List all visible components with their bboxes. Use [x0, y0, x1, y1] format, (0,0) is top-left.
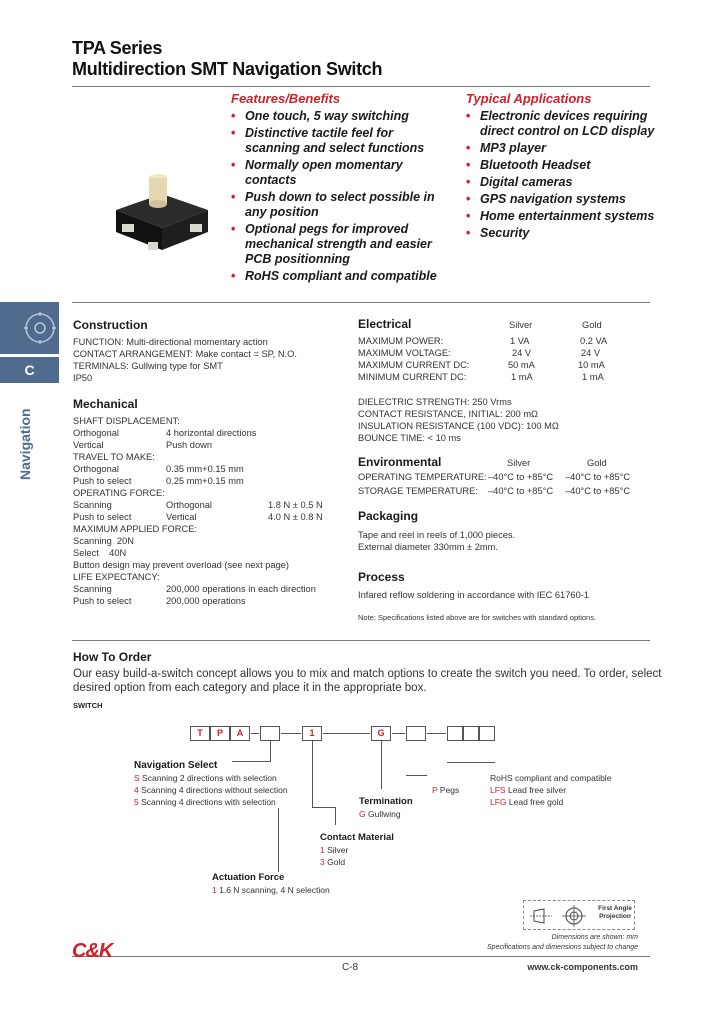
spec-line: Tape and reel in reels of 1,000 pieces.	[358, 530, 516, 540]
process-heading: Process	[358, 570, 405, 584]
spec-value: 0.35 mm+0.15 mm	[166, 464, 244, 474]
spec-line: Infared reflow soldering in accordance with IEC 61760-1	[358, 590, 590, 600]
environmental-heading: Environmental	[358, 455, 442, 469]
option-label: Scanning 2 directions with selection	[142, 773, 277, 783]
contact-option	[320, 845, 348, 855]
code-box: T	[190, 726, 210, 741]
section-rule	[72, 640, 650, 641]
construction-line: CONTACT ARRANGEMENT: Make contact = SP, N.O.	[73, 349, 297, 359]
spec-value: 1.8 N ± 0.5 N	[268, 500, 323, 510]
feature-item: • Push down to select possible in any position	[231, 190, 446, 220]
spec-label: MAXIMUM POWER:	[358, 336, 444, 346]
spec-label: MAXIMUM VOLTAGE:	[358, 348, 451, 358]
connector-line	[447, 762, 495, 763]
pegs-option	[432, 785, 459, 795]
spec-label: Scanning	[73, 584, 112, 594]
connector-line	[335, 807, 336, 825]
first-angle-projection-icon	[530, 903, 590, 929]
option-code: LFS	[490, 785, 506, 795]
rohs-option	[490, 797, 563, 807]
navigation-side-label: Navigation	[17, 408, 33, 480]
spec-value: 4.0 N ± 0.8 N	[268, 512, 323, 522]
feature-item: • Optional pegs for improved mechanical strength and easier PCB positionning	[231, 222, 446, 267]
max-force-label: MAXIMUM APPLIED FORCE:	[73, 524, 197, 534]
option-code: G	[359, 809, 366, 819]
spec-label: STORAGE TEMPERATURE:	[358, 486, 478, 496]
feature-item: • Distinctive tactile feel for scanning and select functions	[231, 126, 446, 156]
code-box: P	[210, 726, 230, 741]
contact-heading: Contact Material	[320, 832, 394, 843]
life-label: LIFE EXPECTANCY:	[73, 572, 160, 582]
product-photo	[108, 150, 216, 260]
application-item: • Security	[466, 226, 656, 241]
spec-value: 0.2 VA	[580, 336, 608, 346]
section-rule	[72, 302, 650, 303]
packaging-heading: Packaging	[358, 509, 419, 523]
option-code: 1	[212, 885, 217, 895]
spec-value: 1 VA	[510, 336, 530, 346]
connector-line	[312, 741, 313, 807]
code-box: A	[230, 726, 250, 741]
feature-item: • Normally open momentary contacts	[231, 158, 446, 188]
column-header: Gold	[582, 320, 602, 330]
spec-label: Push to select	[73, 512, 132, 522]
option-code: 5	[134, 797, 139, 807]
column-header: Silver	[507, 458, 531, 468]
separator-line	[251, 733, 259, 734]
nav-option	[134, 773, 277, 783]
series-title: TPA Series	[72, 38, 163, 58]
construction-lines	[73, 336, 297, 384]
code-box: G	[371, 726, 391, 741]
spec-value: –40°C to +85°C	[488, 486, 554, 496]
switch-label: SWITCH	[73, 701, 103, 710]
nav-option	[134, 785, 288, 795]
option-label: Pegs	[439, 785, 460, 795]
application-item: • MP3 player	[466, 141, 656, 156]
option-code: 4	[134, 785, 139, 795]
spec-value: 24 V	[581, 348, 601, 358]
spec-value: 24 V	[512, 348, 532, 358]
feature-item: • RoHS compliant and compatible	[231, 269, 446, 284]
spec-value: –40°C to +85°C	[488, 472, 554, 482]
option-label: Scanning 4 directions without selection	[141, 785, 288, 795]
specifications-note: Specifications and dimensions subject to change	[487, 944, 638, 951]
nav-option	[134, 797, 276, 807]
application-item: • Home entertainment systems	[466, 209, 656, 224]
code-box-empty	[447, 726, 463, 741]
connector-line	[278, 808, 279, 872]
application-item: • Digital cameras	[466, 175, 656, 190]
product-title: Multidirection SMT Navigation Switch	[72, 59, 383, 79]
spec-label: Vertical	[73, 440, 104, 450]
option-label: Gullwing	[368, 809, 401, 819]
option-code: P	[432, 785, 438, 795]
order-heading: How To Order	[73, 650, 152, 664]
website-url: www.ck-components.com	[527, 962, 638, 972]
projection-label: First Angle Projection	[598, 905, 632, 920]
term-option	[359, 809, 401, 819]
spec-label: Orthogonal	[73, 428, 119, 438]
option-code: 1	[320, 845, 325, 855]
spec-note: Note: Specifications listed above are for switches with standard options.	[358, 613, 597, 622]
projection-box	[523, 900, 635, 930]
code-box-empty	[479, 726, 495, 741]
connector-line	[381, 741, 382, 789]
construction-line: FUNCTION: Multi-directional momentary action	[73, 337, 268, 347]
separator-line	[392, 733, 405, 734]
footer-rule	[72, 956, 650, 957]
connector-line	[232, 761, 271, 762]
order-intro-line: desired option from each category and place it in the appropriate box.	[73, 682, 427, 694]
rohs-option: RoHS compliant and compatible	[490, 773, 612, 783]
feature-item: • One touch, 5 way switching	[231, 109, 446, 124]
features-list	[231, 109, 446, 286]
spec-value: –40°C to +85°C	[565, 486, 631, 496]
page-number: C-8	[342, 962, 359, 973]
spec-line: DIELECTRIC STRENGTH: 250 Vrms	[358, 397, 512, 407]
construction-line: IP50	[73, 373, 93, 383]
spec-line: Scanning 20N	[73, 536, 134, 546]
spec-label: Push to select	[73, 476, 132, 486]
spec-value: 200,000 operations	[166, 596, 246, 606]
order-intro-line: Our easy build-a-switch concept allows you to mix and match options to create the switch you need. To order, select	[73, 668, 662, 680]
application-item: • Bluetooth Headset	[466, 158, 656, 173]
connector-line	[270, 741, 271, 761]
spec-value: 10 mA	[578, 360, 605, 370]
navigation-icon	[0, 302, 59, 354]
construction-line: TERMINALS: Gullwing type for SMT	[73, 361, 223, 371]
option-label: Scanning 4 directions with selection	[141, 797, 276, 807]
connector-line	[312, 807, 336, 808]
spec-line: External diameter 330mm ± 2mm.	[358, 542, 498, 552]
option-label: Gold	[327, 857, 346, 867]
option-code: S	[134, 773, 140, 783]
actuation-heading: Actuation Force	[212, 872, 285, 883]
rohs-option	[490, 785, 566, 795]
spec-label: MINIMUM CURRENT DC:	[358, 372, 467, 382]
spec-label: Orthogonal	[73, 464, 119, 474]
spec-line: CONTACT RESISTANCE, INITIAL: 200 mΩ	[358, 409, 539, 419]
option-code: 3	[320, 857, 325, 867]
connector-line	[406, 775, 427, 776]
actuation-option	[212, 885, 330, 895]
construction-heading: Construction	[73, 318, 148, 332]
mechanical-heading: Mechanical	[73, 397, 138, 411]
spec-value: 1 mA	[511, 372, 533, 382]
code-box: 1	[302, 726, 322, 741]
option-label: Silver	[327, 845, 349, 855]
ck-logo: C&K	[72, 940, 113, 962]
separator-line	[427, 733, 446, 734]
column-header: Gold	[587, 458, 607, 468]
spec-value: –40°C to +85°C	[565, 472, 631, 482]
nav-select-heading: Navigation Select	[134, 760, 218, 771]
termination-heading: Termination	[359, 796, 413, 807]
separator-line	[323, 733, 370, 734]
option-label: Lead free gold	[508, 797, 564, 807]
header-rule	[72, 86, 650, 87]
spec-value: 0.25 mm+0.15 mm	[166, 476, 244, 486]
spec-value: Push down	[166, 440, 212, 450]
spec-value: 4 horizontal directions	[166, 428, 257, 438]
applications-heading: Typical Applications	[466, 91, 592, 106]
separator-line	[281, 733, 301, 734]
spec-label: OPERATING TEMPERATURE:	[358, 472, 487, 482]
option-label: 1.6 N scanning, 4 N selection	[219, 885, 330, 895]
spec-line: BOUNCE TIME: < 10 ms	[358, 433, 461, 443]
application-item: • GPS navigation systems	[466, 192, 656, 207]
electrical-heading: Electrical	[358, 317, 412, 331]
spec-value: 200,000 operations in each direction	[166, 584, 316, 594]
dimensions-note: Dimensions are shown: mm	[551, 934, 638, 941]
code-box-empty	[406, 726, 426, 741]
spec-value: 1 mA	[582, 372, 604, 382]
spec-label: Scanning	[73, 500, 112, 510]
code-box-empty	[463, 726, 479, 741]
section-letter-tab: C	[0, 357, 59, 383]
travel-label: TRAVEL TO MAKE:	[73, 452, 155, 462]
spec-value: Vertical	[166, 512, 197, 522]
application-item: • Electronic devices requiring direct control on LCD display	[466, 109, 656, 139]
applications-list	[466, 109, 656, 243]
force-label: OPERATING FORCE:	[73, 488, 165, 498]
spec-value: 50 mA	[508, 360, 535, 370]
features-heading: Features/Benefits	[231, 91, 341, 106]
shaft-label: SHAFT DISPLACEMENT:	[73, 416, 180, 426]
contact-option	[320, 857, 345, 867]
spec-label: MAXIMUM CURRENT DC:	[358, 360, 470, 370]
spec-line: Select 40N	[73, 548, 127, 558]
overload-note: Button design may prevent overload (see next page)	[73, 560, 290, 570]
column-header: Silver	[509, 320, 533, 330]
spec-value: Orthogonal	[166, 500, 212, 510]
navigation-tab-icon-block	[0, 302, 59, 354]
option-code: LFG	[490, 797, 507, 807]
code-box-empty	[260, 726, 280, 741]
spec-line: INSULATION RESISTANCE (100 VDC): 100 MΩ	[358, 421, 559, 431]
option-label: Lead free silver	[507, 785, 567, 795]
spec-label: Push to select	[73, 596, 132, 606]
